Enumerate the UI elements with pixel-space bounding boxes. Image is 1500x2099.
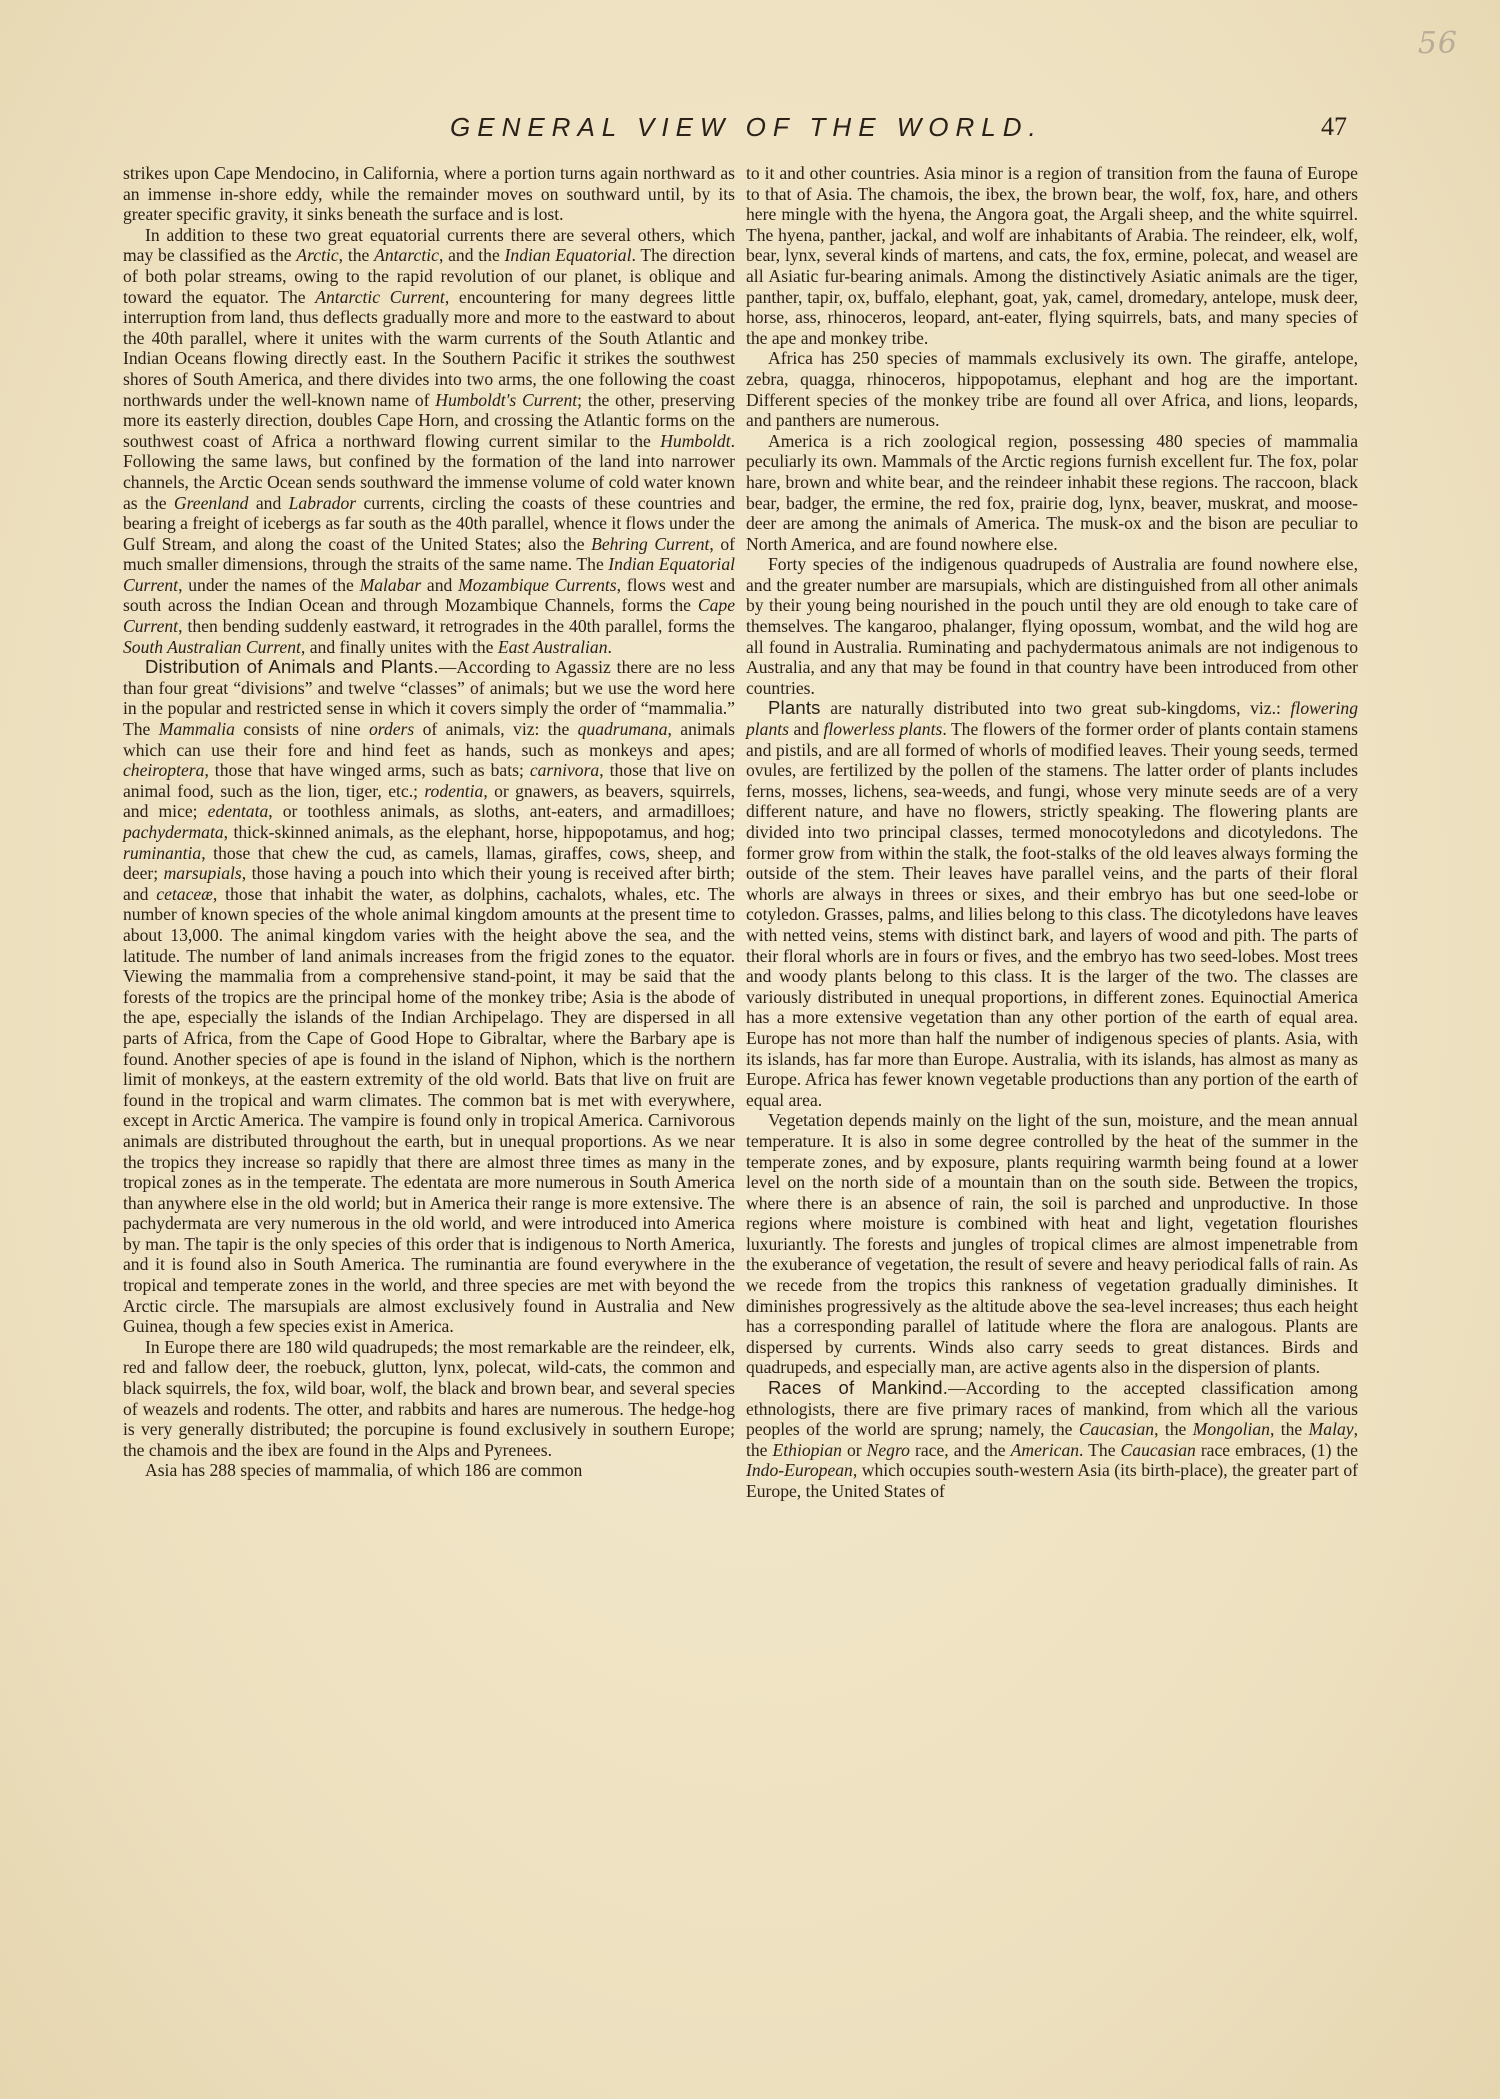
paragraph: Africa has 250 species of mammals exclusively its own. The giraffe, antelope, zebra, quagga, rhinoceros, hippopotamus, elephant and hog are the important. Different species of the monkey tribe are found all over Africa, and lions, leopards, and panthers are numerous. (746, 348, 1358, 431)
paragraph-currents: In addition to these two great equatorial currents there are several others, which may be classified as the Arctic, the Antarctic, and the Indian Equatorial. The direction of both polar streams, owing to the rapid revolution of our planet, is oblique and toward the equator. The Antarctic Current, encountering for many degrees little interruption from land, thus deflects gradually more and more to the eastward to about the 40th parallel, where it unites with the warm currents of the South Atlantic and Indian Oceans flowing directly east. In the Southern Pacific it strikes the southwest shores of South America, and there divides into two arms, the one following the coast northwards under the well-known name of Humboldt's Current; the other, preserving more its easterly direction, doubles Cape Horn, and crossing the Atlantic forms on the southwest coast of Africa a northward flowing current similar to the Humboldt. Following the same laws, but confined by the formation of the land into narrower channels, the Arctic Ocean sends southward the immense volume of cold water known as the Greenland and Labrador currents, circling the coasts of these countries and bearing a freight of icebergs as far south as the 40th parallel, whence it flows under the Gulf Stream, and along the coast of the United States; also the Behring Current, of much smaller dimensions, through the straits of the same name. The Indian Equatorial Current, under the names of the Malabar and Mozambique Currents, flows west and south across the Indian Ocean and through Mozambique Channels, forms the Cape Current, then bending suddenly eastward, it retrogrades in the 40th parallel, forms the South Australian Current, and finally unites with the East Australian. (123, 224, 736, 657)
paragraph: America is a rich zoological region, possessing 480 species of mammalia peculiarly its own. Mammals of the Arctic regions furnish excellent fur. The fox, polar hare, brown and white bear, and the reindeer inhabit these regions. The raccoon, black bear, badger, the ermine, the red fox, prairie dog, lynx, beaver, muskrat, and moose-deer are among the animals of America. The musk-ox and the bison are peculiar to North America, and are found nowhere else. (746, 430, 1358, 554)
paragraph-plants: Plants are naturally distributed into two great sub-kingdoms, viz.: flowering plants and flowerless plants. The flowers of the former order of plants contain stamens and pistils, and are all formed of whorls of modified leaves. Their young seeds, termed ovules, are fertilized by the pollen of the stamens. The latter order of plants includes ferns, mosses, lichens, sea-weeds, and fungi, whose very minute seeds are of a very different nature, and have no flowers, strictly speaking. The flowering plants are divided into two principal classes, termed monocotyledons and dicotyledons. The former grow from within the stalk, the foot-stalks of the old leaves always forming the outside of the stem. Their leaves have parallel veins, and the parts of their floral whorls are always in threes or sixes, and their embryo has but one seed-lobe or cotyledon. Grasses, palms, and lilies belong to this class. The dicotyledons have leaves with netted veins, stems with distinct bark, and layers of wood and pith. The parts of their floral whorls are in fours or fives, and the embryo has two seed-lobes. Most trees and woody plants belong to this class. It is the larger of the two. The classes are variously distributed in unequal proportions, in different zones. Equinoctial America has a more extensive vegetation than any other portion of the earth of equal area. Europe has not more than half the number of indigenous species of plants. Asia, with its islands, has far more than Europe. Australia, with its islands, has almost as many as Europe. Africa has fewer known vegetable productions than any portion of the earth of equal area. (746, 697, 1358, 1110)
paragraph: strikes upon Cape Mendocino, in California, where a portion turns again northward as an immense in-shore eddy, while the remainder moves on southward until, by its greater specific gravity, it sinks beneath the surface and is lost. (123, 163, 735, 225)
pencil-page-mark: 56 (1417, 26, 1458, 61)
paragraph-animals: Distribution of Animals and Plants.—According to Agassiz there are no less than four great “divisions” and twelve “classes” of animals; but we use the word here in the popular and restricted sense in which it covers simply the order of “mammalia.” The Mammalia consists of nine orders of animals, viz: the quadrumana, animals which can use their fore and hind feet as hands, such as monkeys and apes; cheiroptera, those that have winged arms, such as bats; carnivora, those that live on animal food, such as the lion, tiger, etc.; rodentia, or gnawers, as beavers, squirrels, and mice; edentata, or toothless animals, as sloths, ant-eaters, and armadilloes; pachydermata, thick-skinned animals, as the elephant, horse, hippopotamus, and hog; ruminantia, those that chew the cud, as camels, llamas, giraffes, cows, sheep, and deer; marsupials, those having a pouch into which their young is received after birth; and cetaceæ, those that inhabit the water, as dolphins, cachalots, whales, etc. The number of known species of the whole animal kingdom amounts at the present time to about 13,000. The animal kingdom varies with the height above the sea, and the latitude. The number of land animals increases from the frigid zones to the equator. Viewing the mammalia from a comprehensive stand-point, it may be said that the forests of the tropics are the principal home of the monkey tribe; Asia is the abode of the ape, especially the islands of the Indian Archipelago. They are dispersed in all parts of Africa, from the Cape of Good Hope to Gibraltar, where the Barbary ape is found. Another species of ape is found in the island of Niphon, which is the northern limit of monkeys, at the eastern extremity of the old world. Bats that live on fruit are found in the tropical and warm climates. The common bat is met with everywhere, except in Arctic America. The vampire is found only in tropical America. Carnivorous animals are distributed throughout the earth, but in unequal proportions. As we near the tropics they increase so rapidly that there are almost three times as many in the tropical zones as in the temperate. The edentata are more numerous in South America than anywhere else in the old world; but in America their range is more extensive. The pachydermata are very numerous in the old world, and were introduced into America by man. The tapir is the only species of this order that is indigenous to North America, and it is found also in South America. The ruminantia are found everywhere in the tropical and temperate zones in the world, and three species are met with beyond the Arctic circle. The marsupials are almost exclusively found in Australia and New Guinea, though a few species exist in America. (123, 656, 736, 1337)
paragraph: Vegetation depends mainly on the light of the sun, moisture, and the mean annual temperature. It is also in some degree controlled by the heat of the summer in the temperate zones, and by exposure, plants requiring warmth being found at a lower level on the north side of a mountain than on the south side. Between the tropics, where there is an absence of rain, the soil is parched and unproductive. In those regions where moisture is combined with heat and light, vegetation flourishes luxuriantly. The forests and jungles of tropical climes are almost impenetrable from the exuberance of vegetation, the result of severe and heavy periodical falls of rain. As we recede from the tropics this rankness of vegetation gradually diminishes. It diminishes progressively as the altitude above the sea-level increases; thus each height has a corresponding parallel of latitude where the flora are analogous. Plants are dispersed by currents. Winds also carry seeds to great distances. Birds and quadrupeds, and especially man, are active agents also in the dispersion of plants. (746, 1110, 1358, 1378)
section-heading: Plants (768, 697, 821, 719)
section-heading: Races of Mankind. (768, 1377, 949, 1399)
page-number: 47 (1321, 112, 1347, 141)
right-column (746, 163, 1358, 1502)
paragraph: Forty species of the indigenous quadrupeds of Australia are found nowhere else, and the greater number are marsupials, which are distinguished from all other animals by their young being nourished in the pouch until they are old enough to take care of themselves. The kangaroo, phalanger, flying opossum, wombat, and the wild hog are all found in Australia. Ruminating and pachydermatous animals are not indigenous to Australia, and any that may be found in that country have been introduced from other countries. (746, 554, 1358, 698)
section-heading: Distribution of Animals and Plants. (145, 656, 439, 678)
running-head: GENERAL VIEW OF THE WORLD. (450, 112, 1043, 142)
paragraph: to it and other countries. Asia minor is a region of transition from the fauna of Europe to that of Asia. The chamois, the ibex, the brown bear, the wolf, fox, hare, and others here mingle with the hyena, the Angora goat, the Argali sheep, and the white squirrel. The hyena, panther, jackal, and wolf are inhabitants of Arabia. The reindeer, elk, wolf, bear, lynx, several kinds of martens, and cats, the fox, ermine, polecat, and weasel are all Asiatic fur-bearing animals. Among the distinctively Asiatic animals are the tiger, panther, tapir, ox, buffalo, elephant, goat, yak, camel, dromedary, antelope, musk deer, horse, ass, rhinoceros, leopard, ant-eater, flying squirrels, bats, and many species of the ape and monkey tribe. (746, 163, 1358, 348)
left-column (123, 163, 735, 1481)
paragraph: In Europe there are 180 wild quadrupeds; the most remarkable are the reindeer, elk, red and fallow deer, the roebuck, glutton, lynx, polecat, wild-cats, the common and black squirrels, the fox, wild boar, wolf, the black and brown bear, and several species of weazels and rodents. The otter, and rabbits and hares are numerous. The hedge-hog is very generally distributed; the porcupine is found exclusively in southern Europe; the chamois and the ibex are found in the Alps and Pyrenees. (123, 1336, 735, 1460)
paragraph: Asia has 288 species of mammalia, of which 186 are common (145, 1460, 583, 1481)
paragraph-races: Races of Mankind.—According to the accepted classification among ethnologists, there are five primary races of mankind, from which all the various peoples of the world are sprung; namely, the Caucasian, the Mongolian, the Malay, the Ethiopian or Negro race, and the American. The Caucasian race embraces, (1) the Indo-European, which occupies south-western Asia (its birth-place), the greater part of Europe, the United States of (746, 1377, 1358, 1501)
